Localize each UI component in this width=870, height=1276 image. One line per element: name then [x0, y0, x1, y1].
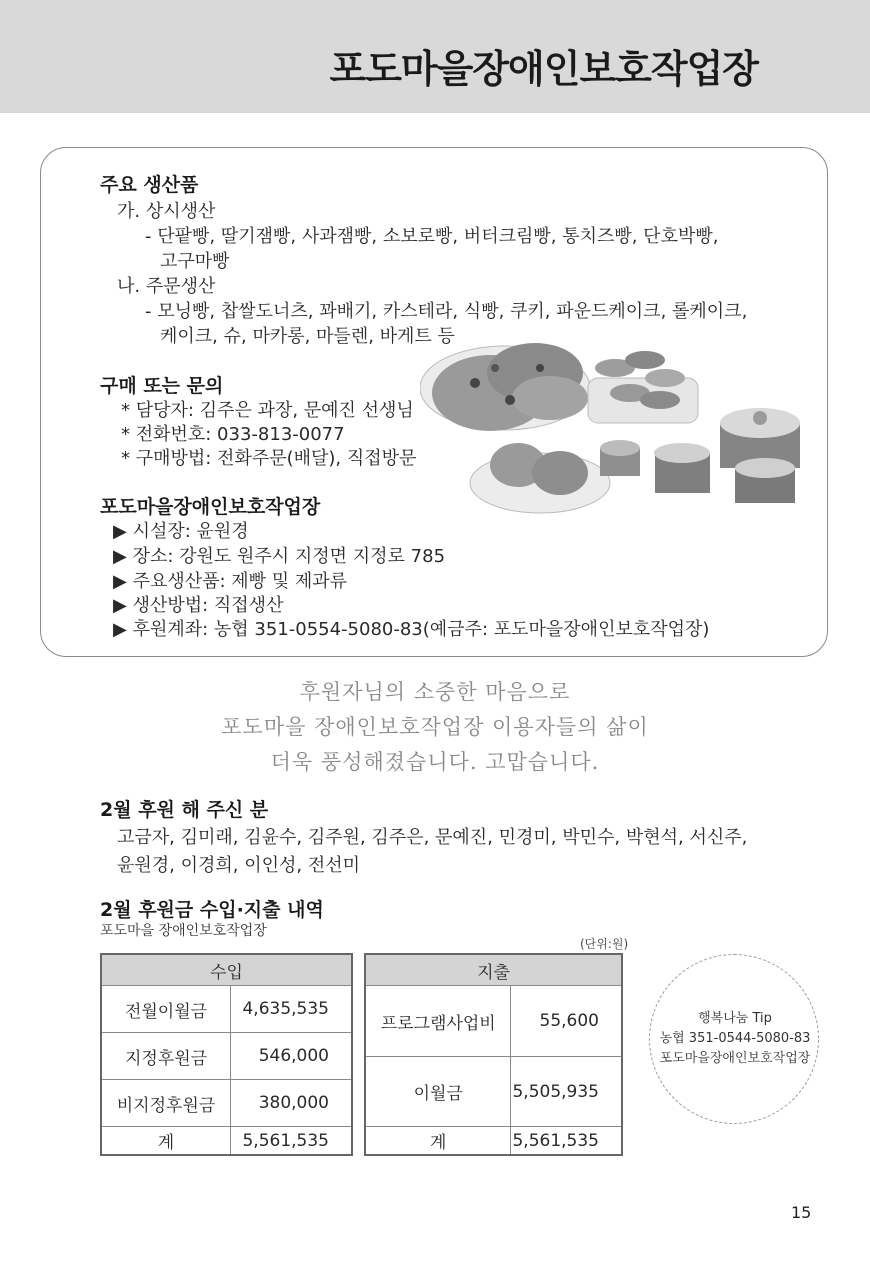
donors-line2: 윤원경, 이경희, 이인성, 전선미 [117, 855, 360, 876]
income-value: 4,635,535 [231, 986, 353, 1033]
facility-production: ▶ 생산방법: 직접생산 [113, 595, 284, 616]
expense-total-label: 계 [365, 1127, 511, 1156]
income-value: 380,000 [231, 1080, 353, 1127]
tip-circle [649, 954, 819, 1124]
thanks-line2: 포도마을 장애인보호작업장 이용자들의 삶이 [221, 715, 649, 739]
income-label: 지정후원금 [101, 1033, 231, 1080]
page-header [0, 0, 870, 113]
facility-address: ▶ 장소: 강원도 원주시 지정면 지정로 785 [113, 546, 446, 567]
expense-value: 5,505,935 [511, 1057, 622, 1127]
tip-account: 농협 351-0544-5080-83 [659, 1031, 811, 1046]
unit-label: (단위:원) [580, 937, 629, 951]
finance-subheading: 포도마을 장애인보호작업장 [100, 923, 267, 939]
facility-account: ▶ 후원계좌: 농협 351-0554-5080-83(예금주: 포도마을장애인보호작업장) [113, 619, 710, 640]
income-table [100, 953, 353, 1156]
facility-main-products: ▶ 주요생산품: 제빵 및 제과류 [113, 571, 348, 592]
donors-line1: 고금자, 김미래, 김윤수, 김주원, 김주은, 문예진, 민경미, 박민수, 박현석, 서신주, [117, 827, 748, 848]
inquiry-phone: * 전화번호: 033-813-0077 [121, 424, 345, 445]
income-total-value: 5,561,535 [231, 1127, 353, 1156]
page-title: 포도마을장애인보호작업장 [329, 47, 758, 91]
regular-items-line1: - 단팥빵, 딸기잼빵, 사과잼빵, 소보로빵, 버터크림빵, 통치즈빵, 단호박빵, [145, 226, 719, 247]
regular-label: 가. 상시생산 [117, 201, 216, 222]
expense-value: 55,600 [511, 986, 622, 1057]
thanks-line3: 더욱 풍성해졌습니다. 고맙습니다. [270, 750, 600, 774]
order-label: 나. 주문생산 [117, 276, 216, 297]
bakery-products-image [420, 338, 810, 518]
products-heading: 주요 생산품 [100, 174, 199, 196]
income-total-label: 계 [101, 1127, 231, 1156]
page-number: 15 [791, 1203, 812, 1222]
inquiry-method: * 구매방법: 전화주문(배달), 직접방문 [121, 448, 417, 469]
facility-heading: 포도마을장애인보호작업장 [100, 496, 321, 518]
order-items-line1: - 모닝빵, 찹쌀도너츠, 꽈배기, 카스테라, 식빵, 쿠키, 파운드케이크, 롤케이크, [145, 301, 748, 322]
finance-heading: 2월 후원금 수입·지출 내역 [100, 899, 324, 921]
tip-name: 포도마을장애인보호작업장 [659, 1051, 811, 1066]
thanks-line1: 후원자님의 소중한 마음으로 [299, 680, 571, 704]
tip-title: 행복나눔 Tip [698, 1011, 772, 1026]
expense-label: 이월금 [365, 1057, 511, 1127]
inquiry-heading: 구매 또는 문의 [100, 375, 224, 397]
inquiry-contact: * 담당자: 김주은 과장, 문예진 선생님 [121, 400, 414, 421]
expense-header: 지출 [365, 954, 622, 986]
income-value: 546,000 [231, 1033, 353, 1080]
regular-items-line2: 고구마빵 [160, 251, 230, 272]
donors-heading: 2월 후원 해 주신 분 [100, 799, 269, 821]
income-label: 비지정후원금 [101, 1080, 231, 1127]
expense-table [364, 953, 623, 1156]
income-label: 전월이월금 [101, 986, 231, 1033]
expense-total-value: 5,561,535 [511, 1127, 622, 1156]
order-items-line2: 케이크, 슈, 마카롱, 마들렌, 바게트 등 [160, 326, 455, 347]
facility-director: ▶ 시설장: 윤원경 [113, 521, 249, 542]
expense-label: 프로그램사업비 [365, 986, 511, 1057]
income-header: 수입 [101, 954, 352, 986]
